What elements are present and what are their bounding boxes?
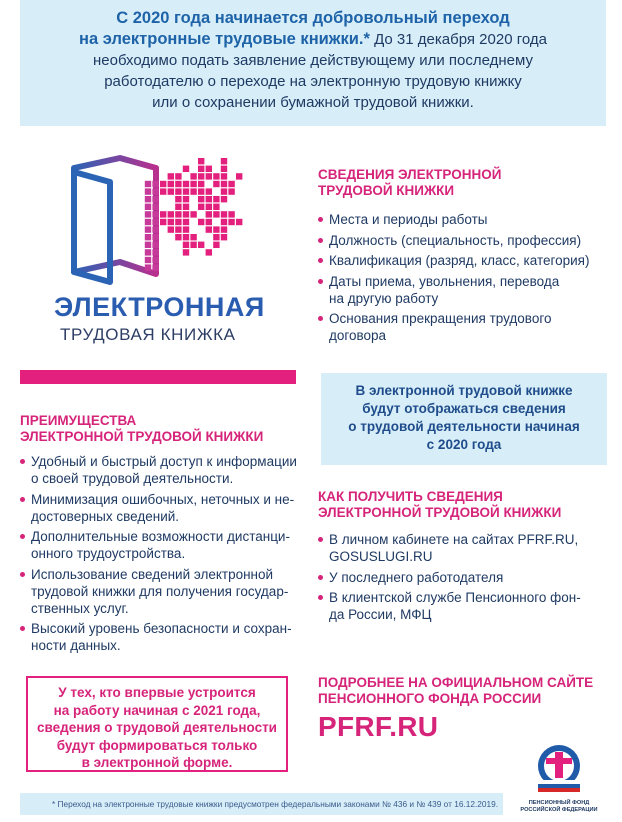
logo-pixel <box>190 242 196 248</box>
logo-pixel <box>221 173 227 179</box>
logo-pixel <box>145 188 151 194</box>
logo-pixel <box>213 211 219 217</box>
pixel-pattern <box>145 158 243 271</box>
logo-pixel <box>152 234 158 240</box>
notice-line: на работу начиная с 2021 года, <box>53 702 261 718</box>
list-item-line: Должность (специальность, профессия) <box>329 232 582 248</box>
list-item-line: В клиентской службе Пенсионного фон- <box>329 590 581 605</box>
logo-pixel <box>183 249 189 255</box>
logo-pixel <box>206 226 212 232</box>
logo-pixel <box>221 158 227 164</box>
logo-pixel <box>228 188 234 194</box>
logo-pixel <box>213 173 219 179</box>
logo-pixel <box>190 234 196 240</box>
logo-pixel <box>183 219 189 225</box>
section-podrobnee <box>318 675 608 707</box>
pension-fund-name <box>518 800 600 813</box>
etk-logo-graphic <box>60 150 260 290</box>
logo-pixel <box>168 188 174 194</box>
list-item-line: на другую работу <box>329 290 439 306</box>
logo-pixel <box>206 166 212 172</box>
logo-pixel <box>152 242 158 248</box>
logo-pixel <box>168 173 174 179</box>
logo-pixel <box>152 188 158 194</box>
pension-fund-name-2: РОССИЙСКОЙ ФЕДЕРАЦИИ <box>520 806 598 813</box>
logo-pixel <box>213 204 219 210</box>
logo-pixel <box>152 211 158 217</box>
pension-fund-name-1: ПЕНСИОННЫЙ ФОНД <box>528 800 590 806</box>
logo-pixel <box>213 234 219 240</box>
list-item <box>318 232 608 249</box>
logo-pixel <box>228 211 234 217</box>
list-item <box>318 211 608 228</box>
logo-pixel <box>198 181 204 187</box>
logo-pixel <box>221 181 227 187</box>
banner-line-1: С 2020 года начинается добровольный переход <box>116 9 510 27</box>
logo-pixel <box>206 188 212 194</box>
logo-pixel <box>145 264 151 270</box>
logo-title: ЭЛЕКТРОННАЯ <box>54 292 265 322</box>
list-item-line: Высокий уровень безопасности и сохран- <box>31 621 292 636</box>
pension-fund-logo <box>518 742 600 820</box>
logo-pixel <box>221 226 227 232</box>
logo-pixel <box>206 173 212 179</box>
notice-line: сведения о трудовой деятельности <box>37 720 277 735</box>
logo-pixel <box>183 166 189 172</box>
list-item-line: В личном кабинете на сайтах PFRF.RU, <box>329 532 579 547</box>
logo-pixel <box>198 196 204 202</box>
logo-pixel <box>228 181 234 187</box>
logo-pixel <box>145 211 151 217</box>
logo-pixel <box>183 234 189 240</box>
banner-line-2 <box>20 29 606 50</box>
logo-pixel <box>213 226 219 232</box>
logo-pixel <box>145 204 151 210</box>
banner-line-4: работодателю о переходе на электронную трудовую книжку <box>104 73 522 90</box>
logo-pixel <box>228 219 234 225</box>
kak-poluchit-list <box>318 531 608 623</box>
logo-pixel <box>152 226 158 232</box>
logo-pixel <box>198 166 204 172</box>
logo-pixel <box>152 249 158 255</box>
logo-pixel <box>168 181 174 187</box>
logo-pixel <box>160 211 166 217</box>
logo-pixel <box>145 242 151 248</box>
logo-pixel <box>198 242 204 248</box>
logo-pixel <box>168 226 174 232</box>
banner-line-2-rest: До 31 декабря 2020 года <box>369 31 547 48</box>
list-item <box>20 528 302 562</box>
logo-pixel <box>183 196 189 202</box>
logo-pixel <box>198 173 204 179</box>
banner-line-2-bold: на электронные трудовые книжки.* <box>79 30 370 48</box>
list-item <box>318 589 608 623</box>
logo-pixel <box>213 242 219 248</box>
list-item <box>20 453 302 487</box>
list-item <box>20 566 302 617</box>
preimushchestva-list <box>20 453 302 654</box>
logo-pixel <box>183 181 189 187</box>
logo-pixel <box>168 211 174 217</box>
logo-pixel <box>183 204 189 210</box>
list-item-line: о своей трудовой деятельности. <box>31 471 234 486</box>
notice-box-2021 <box>26 676 288 772</box>
logo-pixel <box>145 181 151 187</box>
kak-poluchit-heading-2: ЭЛЕКТРОННОЙ ТРУДОВОЙ КНИЖКИ <box>318 505 562 520</box>
logo-pixel <box>183 188 189 194</box>
logo-pixel <box>190 211 196 217</box>
logo-pixel <box>206 204 212 210</box>
kak-poluchit-heading-1: КАК ПОЛУЧИТЬ СВЕДЕНИЯ <box>318 489 503 504</box>
notice-line: У тех, кто впервые устроится <box>58 685 256 700</box>
logo-pixel <box>145 249 151 255</box>
logo-pixel <box>221 211 227 217</box>
logo-pixel <box>175 219 181 225</box>
list-item-line: достоверных сведений. <box>31 508 180 524</box>
logo-pixel <box>206 249 212 255</box>
logo-pixel <box>152 196 158 202</box>
list-item <box>20 620 302 654</box>
logo-pixel <box>206 196 212 202</box>
info-box-line: будут отображаться сведения <box>362 401 566 416</box>
logo-pixel <box>152 257 158 263</box>
logo-pixel <box>183 211 189 217</box>
logo-pixel <box>221 219 227 225</box>
list-item <box>318 531 608 565</box>
logo-pixel <box>221 234 227 240</box>
logo-pixel <box>175 173 181 179</box>
logo-pixel <box>145 226 151 232</box>
notice-line: в электронной форме. <box>81 755 233 770</box>
logo-pixel <box>221 196 227 202</box>
logo-pixel <box>190 181 196 187</box>
logo-pixel <box>175 234 181 240</box>
list-item-line: ственных услуг. <box>31 600 129 616</box>
list-item-line: Квалификация (разряд, класс, категория) <box>329 253 590 268</box>
info-box-line: о трудовой деятельности начиная <box>348 419 580 434</box>
logo-pixel <box>145 219 151 225</box>
list-item-line: да России, МФЦ <box>329 607 432 622</box>
logo-pixel <box>175 188 181 194</box>
section-preimushchestva <box>20 413 302 658</box>
list-item <box>318 569 608 586</box>
list-item-line: Использование сведений электронной <box>31 566 274 582</box>
list-item-line: трудовой книжки для получения государ- <box>31 583 289 599</box>
podrobnee-heading-1: ПОДРОБНЕЕ НА ОФИЦИАЛЬНОМ САЙТЕ <box>318 675 594 690</box>
pension-fund-emblem-icon <box>528 742 590 794</box>
podrobnee-heading-2: ПЕНСИОННОГО ФОНДА РОССИИ <box>318 691 542 706</box>
info-box-2020 <box>321 373 607 465</box>
logo-pixel <box>175 181 181 187</box>
logo-pixel <box>183 226 189 232</box>
logo-pixel <box>183 242 189 248</box>
info-box-line: с 2020 года <box>426 437 502 452</box>
logo-pixel <box>206 211 212 217</box>
svedeniya-heading-1: СВЕДЕНИЯ ЭЛЕКТРОННОЙ <box>318 167 502 182</box>
logo-pixel <box>175 204 181 210</box>
logo-pixel <box>145 234 151 240</box>
logo-pixel <box>236 173 242 179</box>
svedeniya-list <box>318 211 608 344</box>
pfrf-site-link[interactable]: PFRF.RU <box>318 711 439 742</box>
logo-pixel <box>175 226 181 232</box>
logo-pixel <box>175 211 181 217</box>
logo-pixel <box>152 181 158 187</box>
logo-pixel <box>152 219 158 225</box>
logo-pixel <box>198 219 204 225</box>
logo-pixel <box>206 219 212 225</box>
logo-pixel <box>198 204 204 210</box>
list-item <box>318 310 608 344</box>
logo-subtitle: ТРУДОВАЯ КНИЖКА <box>60 325 236 344</box>
banner-line-3: необходимо подать заявление действующему или последнему <box>92 52 533 69</box>
banner-line-5: или о сохранении бумажной трудовой книжки. <box>152 94 474 111</box>
top-banner <box>20 0 606 126</box>
logo-pixel <box>145 196 151 202</box>
logo-pixel <box>221 188 227 194</box>
section-kak-poluchit <box>318 489 608 627</box>
logo-pixel <box>160 181 166 187</box>
logo-pixel <box>198 188 204 194</box>
logo-pixel <box>236 219 242 225</box>
logo-pixel <box>198 158 204 164</box>
list-item <box>318 273 608 307</box>
info-box-line: В электронной трудовой книжке <box>355 383 573 398</box>
list-item <box>20 491 302 525</box>
list-item-line: онного трудоустройства. <box>31 546 186 561</box>
preimushchestva-heading-1: ПРЕИМУЩЕСТВА <box>20 413 137 428</box>
logo-pixel <box>145 257 151 263</box>
logo-pixel <box>160 219 166 225</box>
list-item-line: Основания прекращения трудового <box>329 311 552 326</box>
preimushchestva-heading-2: ЭЛЕКТРОННОЙ ТРУДОВОЙ КНИЖКИ <box>20 429 264 444</box>
footnote: * Переход на электронные трудовые книжки предусмотрен федеральными законами № 436 и № 439 от 16.12.2019. <box>20 793 503 815</box>
logo-pixel <box>168 219 174 225</box>
list-item-line: GOSUSLUGI.RU <box>329 549 433 564</box>
logo-pixel <box>175 196 181 202</box>
pink-divider-bar <box>20 370 296 384</box>
list-item-line: Даты приема, увольнения, перевода <box>329 273 560 289</box>
svedeniya-heading-2: ТРУДОВОЙ КНИЖКИ <box>318 183 455 198</box>
logo-pixel <box>190 188 196 194</box>
logo-pixel <box>190 173 196 179</box>
logo-pixel <box>160 188 166 194</box>
notice-line: будут формироваться только <box>56 737 258 753</box>
logo-pixel <box>213 196 219 202</box>
logo-pixel <box>221 166 227 172</box>
list-item-line: Дополнительные возможности дистанци- <box>31 529 290 544</box>
list-item-line: У последнего работодателя <box>329 569 504 585</box>
list-item-line: Места и периоды работы <box>329 212 488 227</box>
list-item-line: ности данных. <box>31 638 121 653</box>
section-svedeniya <box>318 167 608 348</box>
list-item-line: Минимизация ошибочных, неточных и не- <box>31 491 295 507</box>
logo-pixel <box>152 204 158 210</box>
list-item-line: Удобный и быстрый доступ к информации <box>31 454 297 469</box>
list-item <box>318 252 608 269</box>
logo-pixel <box>152 264 158 270</box>
list-item-line: договора <box>329 328 387 343</box>
logo-pixel <box>213 181 219 187</box>
